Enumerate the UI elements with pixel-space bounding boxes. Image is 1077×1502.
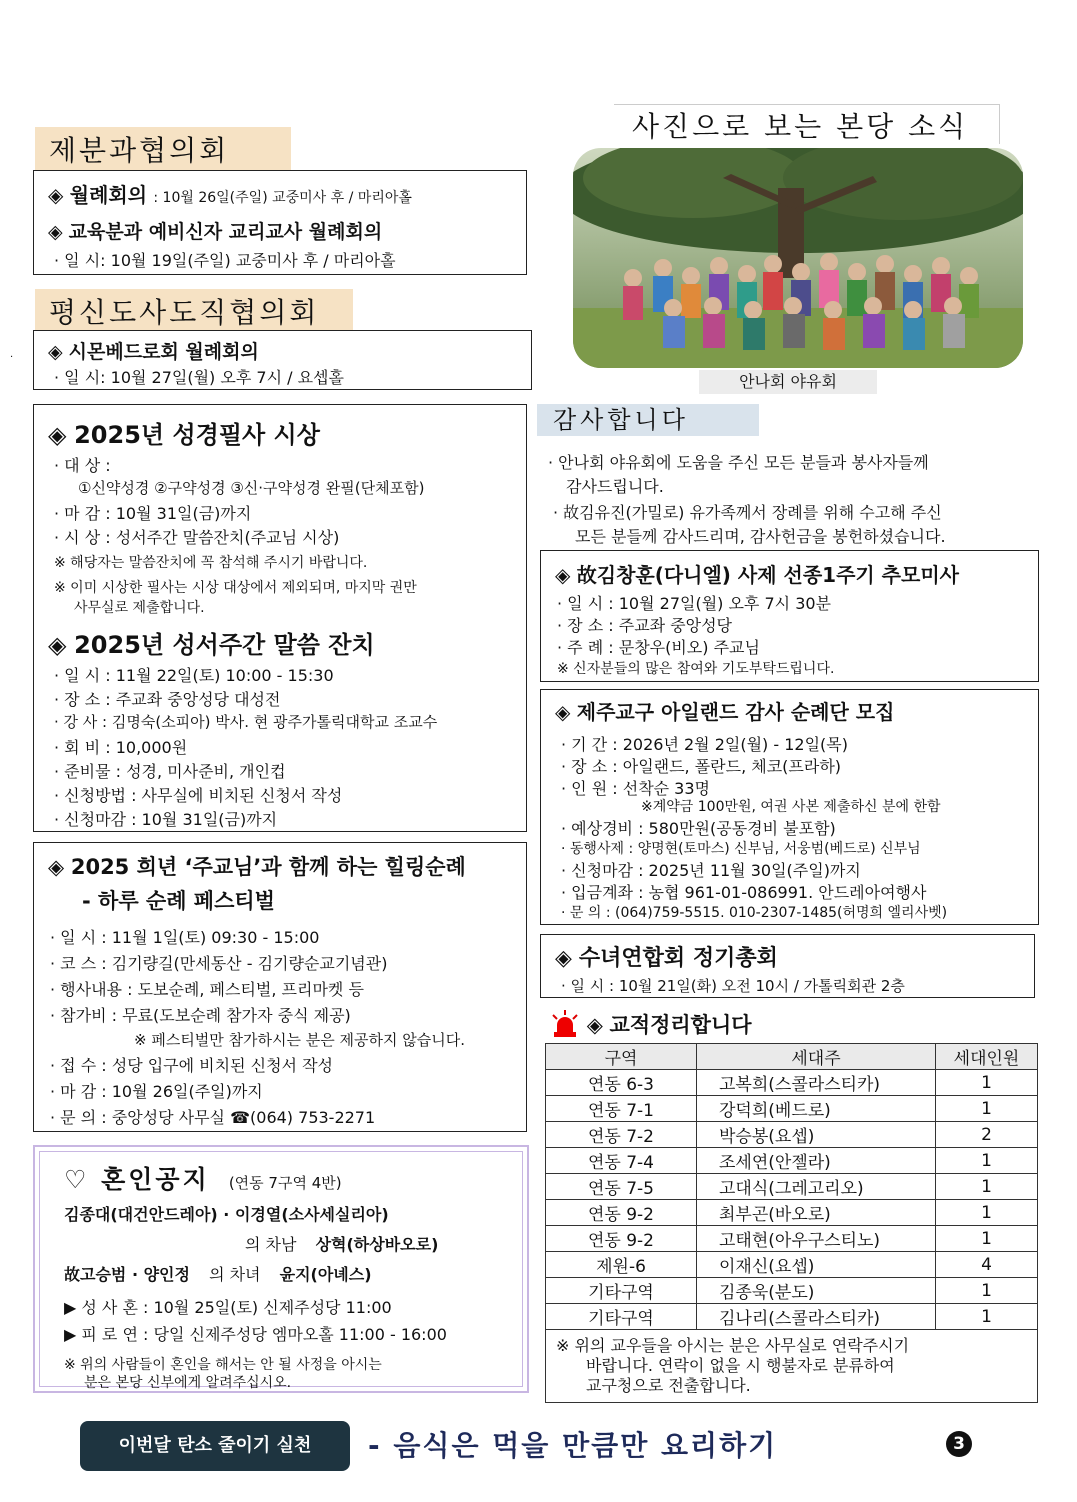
district-cell: 연동 7-1 [546, 1096, 697, 1122]
wedding-note: ※ 위의 사람들이 혼인을 해서는 안 될 사정을 아시는 [64, 1357, 382, 1373]
ireland-line: · 신청마감 : 2025년 11월 30일(주일)까지 [561, 861, 861, 880]
wedding-bride-parents: 故고승범 · 양인정 [64, 1265, 190, 1284]
householder-cell: 김나리(스콜라스티카) [697, 1304, 936, 1330]
registry-note: 바랍니다. 연락이 없을 시 행불자로 분류하여 [586, 1356, 895, 1375]
ireland-contact: · 문 의 : (064)759-5515. 010-2307-1485(허명희 엘리사벳) [561, 905, 948, 921]
members-cell: 1 [936, 1148, 1038, 1174]
jubilee-pilgrimage-box [33, 842, 527, 1132]
ireland-line: · 장 소 : 아일랜드, 폴란드, 체코(프라하) [561, 757, 842, 776]
bible-line: · 시 상 : 성서주간 말씀잔치(주교님 시상) [54, 528, 340, 547]
simon-peter-heading: 시몬베드로회 월례회의 [68, 341, 259, 363]
members-cell: 1 [936, 1070, 1038, 1096]
jubilee-line: · 행사내용 : 도보순례, 페스티벌, 프리마켓 등 [50, 980, 364, 999]
education-meeting-heading: 교육분과 예비신자 교리교사 월례회의 [68, 221, 383, 243]
householder-cell: 고태현(아우구스티노) [697, 1226, 936, 1252]
bible-events-box [33, 404, 527, 832]
diamond-icon: ◈ [48, 183, 64, 207]
district-cell: 연동 6-3 [546, 1070, 697, 1096]
jubilee-subtitle: - 하루 순례 페스티벌 [82, 889, 275, 913]
district-cell: 제원-6 [546, 1252, 697, 1278]
jubilee-line: · 일 시 : 11월 1일(토) 09:30 - 15:00 [50, 928, 320, 947]
registry-table [545, 1043, 1038, 1403]
householder-cell: 김종욱(분도) [697, 1278, 936, 1304]
ireland-note: ※계약금 100만원, 여권 사본 제출하신 분에 한함 [641, 799, 941, 815]
bible-line: · 대 상 : [54, 456, 111, 475]
wedding-notice-box [33, 1145, 529, 1393]
table-row [546, 1096, 1038, 1122]
ireland-line: · 인 원 : 선착순 33명 [561, 779, 711, 798]
members-cell: 1 [936, 1096, 1038, 1122]
meeting-detail: : 10월 26일(주일) 교중미사 후 / 마리아홀 [153, 190, 412, 206]
district-cell: 기타구역 [546, 1304, 697, 1330]
householder-cell: 강덕희(베드로) [697, 1096, 936, 1122]
householder-cell: 고복희(스콜라스티카) [697, 1070, 936, 1096]
members-cell: 1 [936, 1200, 1038, 1226]
memorial-line: · 장 소 : 주교좌 중앙성당 [557, 616, 733, 635]
bible-week-line: · 일 시 : 11월 22일(토) 10:00 - 15:30 [54, 666, 334, 685]
ireland-line: · 예상경비 : 580만원(공동경비 불포함) [561, 819, 836, 838]
carbon-reduction-text: - 음식은 먹을 만큼만 요리하기 [368, 1429, 778, 1462]
memorial-note: ※ 신자분들의 많은 참여와 기도부탁드립니다. [557, 661, 835, 677]
registry-title: 교적정리합니다 [609, 1013, 752, 1037]
bible-week-line: · 준비물 : 성경, 미사준비, 개인컵 [54, 762, 286, 781]
thanks-line: · 안나회 야유회에 도움을 주신 모든 분들과 봉사자들께 [548, 453, 929, 472]
memorial-mass-box [540, 550, 1039, 682]
district-cell: 기타구역 [546, 1278, 697, 1304]
thanks-line: · 故김유진(가밀로) 유가족께서 장례를 위해 수고해 주신 [553, 503, 942, 522]
section-title-committees: 제분과협의회 [35, 127, 291, 171]
district-cell: 연동 9-2 [546, 1226, 697, 1252]
district-cell: 연동 9-2 [546, 1200, 697, 1226]
memorial-title: 故김창훈(다니엘) 사제 선종1주기 추모미사 [576, 563, 959, 587]
wedding-groom: 상혁(하상바오로) [315, 1235, 439, 1254]
diamond-icon: ◈ [586, 1013, 603, 1037]
bible-week-title: 2025년 성서주간 말씀 잔치 [74, 631, 375, 659]
householder-cell: 이재신(요셉) [697, 1252, 936, 1278]
members-cell: 2 [936, 1122, 1038, 1148]
group-photo [573, 148, 1023, 368]
table-note-row [546, 1330, 1038, 1403]
ireland-line: · 기 간 : 2026년 2월 2일(월) - 12일(목) [561, 735, 848, 754]
thanks-title: 감사합니다 [537, 404, 759, 436]
bible-line: · 마 감 : 10월 31일(금)까지 [54, 504, 252, 523]
table-row [546, 1200, 1038, 1226]
diamond-icon: ◈ [48, 341, 63, 363]
nuns-assembly-box [540, 934, 1035, 998]
page-number: 3 [946, 1431, 972, 1457]
bible-note: ※ 해당자는 말씀잔치에 꼭 참석해 주시기 바랍니다. [54, 555, 368, 571]
memorial-line: · 일 시 : 10월 27일(월) 오후 7시 30분 [557, 594, 832, 613]
bible-week-line: · 신청마감 : 10월 31일(금)까지 [54, 810, 278, 829]
registry-note: ※ 위의 교우들을 아시는 분은 사무실로 연락주시기 [556, 1336, 910, 1355]
photo-caption: 안나회 야유회 [699, 370, 877, 394]
wedding-subtitle: (연동 7구역 4반) [228, 1174, 342, 1192]
jubilee-contact-line: · 문 의 : 중앙성당 사무실 ☎(064) 753-2271 [50, 1108, 376, 1127]
bible-week-line: · 장 소 : 주교좌 중앙성당 대성전 [54, 690, 281, 709]
members-cell: 4 [936, 1252, 1038, 1278]
jubilee-line: · 참가비 : 무료(도보순례 참가자 중식 제공) [50, 1006, 351, 1025]
committee-meeting-box [33, 170, 527, 275]
nuns-line: · 일 시 : 10월 21일(화) 오전 10시 / 가톨릭회관 2층 [561, 977, 905, 995]
ireland-pilgrimage-box [540, 689, 1039, 925]
thanks-line: 감사드립니다. [566, 477, 664, 496]
diamond-icon: ◈ [555, 700, 571, 724]
members-cell: 1 [936, 1174, 1038, 1200]
jubilee-line: · 접 수 : 성당 입구에 비치된 신청서 작성 [50, 1056, 334, 1075]
wedding-relation: 의 차남 [245, 1235, 297, 1254]
table-row [546, 1252, 1038, 1278]
ireland-line: · 입금계좌 : 농협 961-01-086991. 안드레아여행사 [561, 883, 927, 902]
diamond-icon: ◈ [555, 563, 571, 587]
wedding-reception: ▶ 피 로 연 : 당일 신제주성당 엠마오홀 11:00 - 16:00 [64, 1325, 447, 1344]
section-title-lay-apostolate: 평신도사도직협의회 [35, 289, 353, 333]
bible-week-line: · 신청방법 : 사무실에 비치된 신청서 작성 [54, 786, 343, 805]
wedding-bride: 윤지(아녜스) [279, 1265, 372, 1284]
diamond-icon: ◈ [555, 946, 572, 971]
jubilee-line: · 코 스 : 김기량길(만세동산 - 김기량순교기념관) [50, 954, 388, 973]
table-row [546, 1278, 1038, 1304]
simon-peter-detail: · 일 시: 10월 27일(월) 오후 7시 / 요셉홀 [54, 368, 344, 387]
diamond-icon: ◈ [48, 421, 67, 449]
bible-line: ①신약성경 ②구약성경 ③신·구약성경 완필(단체포함) [78, 479, 425, 497]
jubilee-title: 2025 희년 ‘주교님’과 함께 하는 힐링순례 [70, 855, 466, 879]
wedding-relation: 의 차녀 [209, 1265, 261, 1284]
district-cell: 연동 7-5 [546, 1174, 697, 1200]
wedding-title: ♡ 혼인공지 [64, 1165, 210, 1194]
ireland-line: · 동행사제 : 양명현(토마스) 신부님, 서웅범(베드로) 신부님 [561, 841, 921, 857]
householder-cell: 박승봉(요셉) [697, 1122, 936, 1148]
photo-section-title: 사진으로 보는 본당 소식 [614, 104, 1000, 144]
bible-note: ※ 이미 시상한 필사는 시상 대상에서 제외되며, 마지막 권만 [54, 580, 417, 596]
diamond-icon: ◈ [48, 221, 63, 243]
bible-transcription-title: 2025년 성경필사 시상 [74, 421, 320, 449]
householder-cell: 조세연(안젤라) [697, 1148, 936, 1174]
members-cell: 1 [936, 1226, 1038, 1252]
diamond-icon: ◈ [48, 631, 67, 659]
district-cell: 연동 7-2 [546, 1122, 697, 1148]
table-row [546, 1304, 1038, 1330]
members-cell: 1 [936, 1278, 1038, 1304]
members-cell: 1 [936, 1304, 1038, 1330]
table-row [546, 1070, 1038, 1096]
diamond-icon: ◈ [48, 855, 65, 879]
jubilee-note: ※ 페스티벌만 참가하시는 분은 제공하지 않습니다. [134, 1031, 465, 1049]
memorial-line: · 주 례 : 문창우(비오) 주교님 [557, 638, 760, 657]
education-meeting-detail: · 일 시: 10월 19일(주일) 교중미사 후 / 마리아홀 [54, 251, 396, 270]
table-row [546, 1174, 1038, 1200]
group-photo-image [573, 148, 1023, 368]
bible-week-line: · 강 사 : 김명숙(소피아) 박사. 현 광주가톨릭대학교 조교수 [54, 713, 438, 731]
nuns-title: 수녀연합회 정기총회 [578, 946, 778, 971]
jubilee-line: · 마 감 : 10월 26일(주일)까지 [50, 1082, 263, 1101]
wedding-groom-parents: 김종대(대건안드레아) · 이경열(소사세실리아) [64, 1205, 389, 1224]
table-header-row [546, 1044, 1038, 1070]
householder-cell: 최부곤(바오로) [697, 1200, 936, 1226]
ireland-title: 제주교구 아일랜드 감사 순례단 모집 [576, 700, 895, 724]
table-row [546, 1148, 1038, 1174]
simon-peter-box [33, 330, 532, 390]
column-header: 세대인원 [936, 1044, 1038, 1070]
meeting-heading: 월례회의 [69, 183, 148, 207]
bible-week-line: · 회 비 : 10,000원 [54, 738, 188, 757]
wedding-ceremony: ▶ 성 사 혼 : 10월 25일(토) 신제주성당 11:00 [64, 1298, 392, 1317]
thanks-line: 모든 분들께 감사드리며, 감사헌금을 봉헌하셨습니다. [575, 527, 946, 546]
carbon-reduction-badge: 이번달 탄소 줄이기 실천 [80, 1421, 350, 1471]
householder-cell: 고대식(그레고리오) [697, 1174, 936, 1200]
table-row [546, 1122, 1038, 1148]
column-header: 세대주 [697, 1044, 936, 1070]
table-row [546, 1226, 1038, 1252]
wedding-note: 분은 본당 신부에게 알려주십시오. [84, 1375, 292, 1391]
column-header: 구역 [546, 1044, 697, 1070]
registry-note: 교구청으로 전출합니다. [586, 1376, 751, 1395]
siren-icon [550, 1010, 580, 1043]
bible-note: 사무실로 제출합니다. [74, 600, 205, 616]
district-cell: 연동 7-4 [546, 1148, 697, 1174]
